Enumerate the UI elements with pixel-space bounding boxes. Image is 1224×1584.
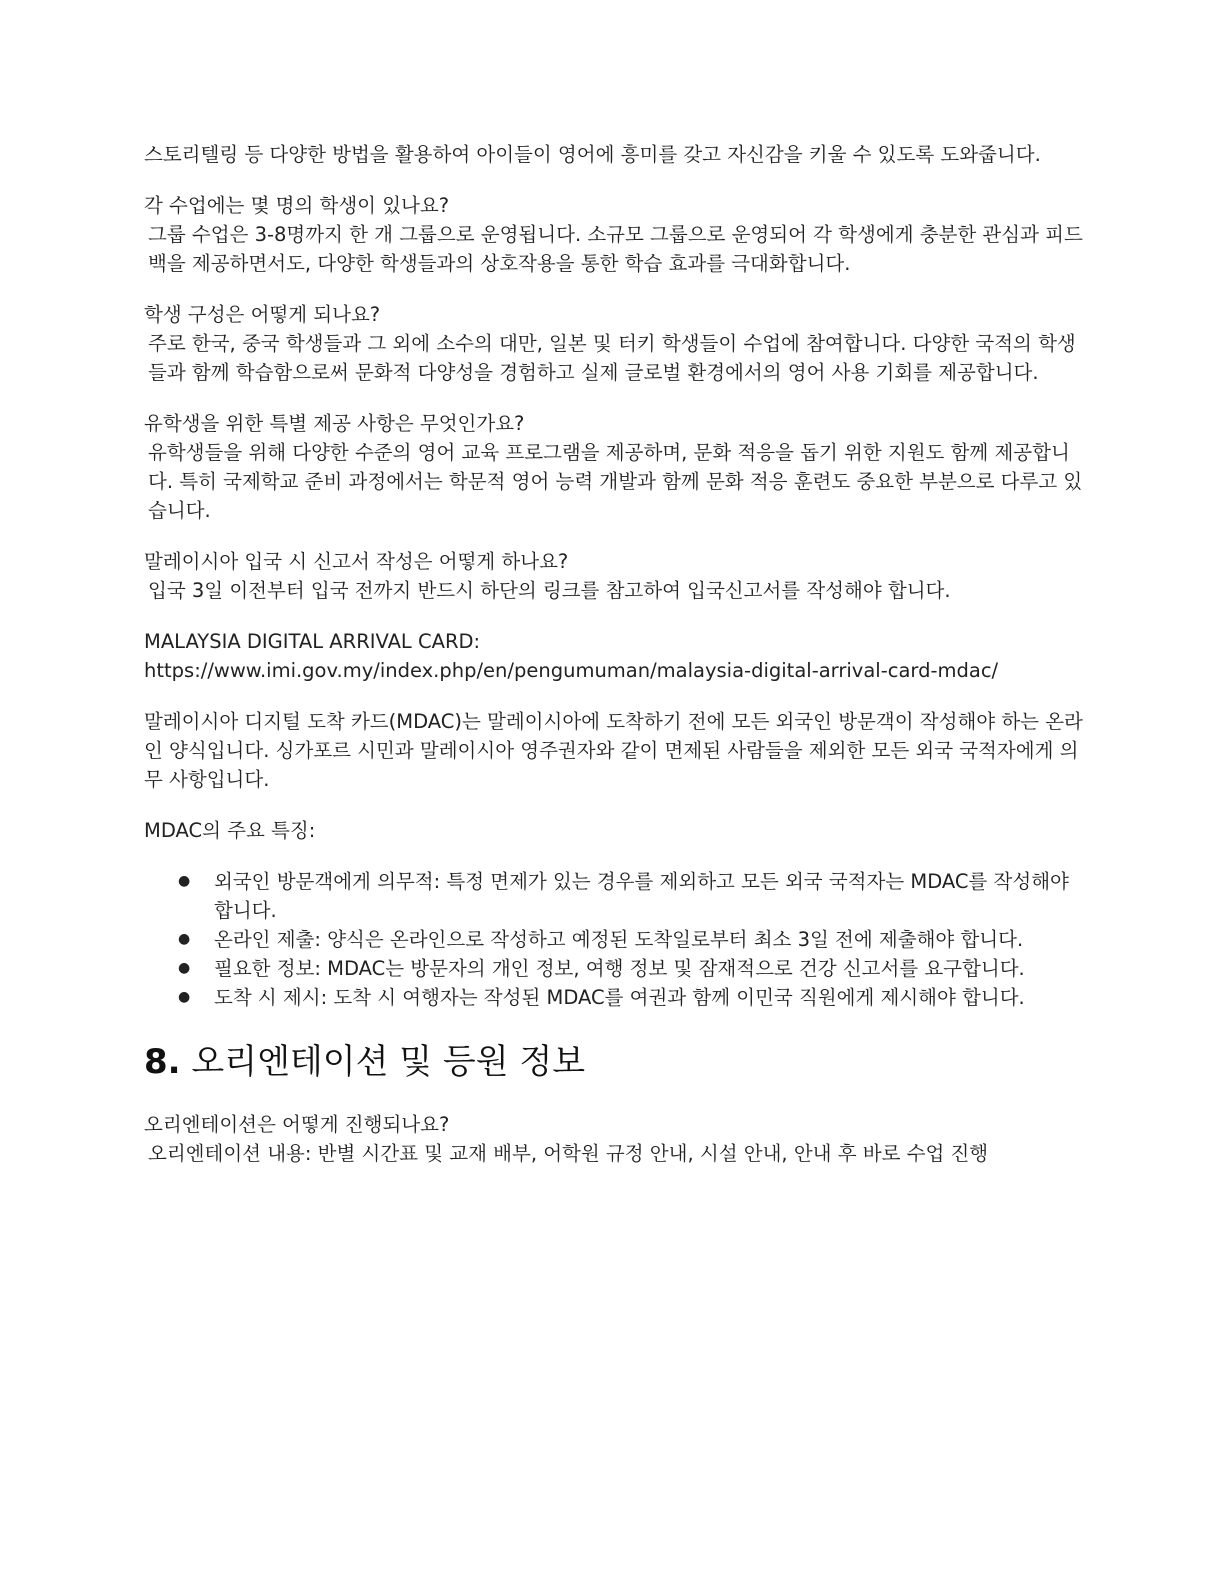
mdac-link-block [144, 627, 1084, 685]
section-title: 오리엔테이션 및 등원 정보 [191, 1042, 586, 1082]
faq-question: 말레이시아 입국 시 신고서 작성은 어떻게 하나요? [144, 550, 569, 573]
mdac-description: 말레이시아 디지털 도착 카드(MDAC)는 말레이시아에 도착하기 전에 모든 외국인 방문객이 작성해야 하는 온라인 양식입니다. 싱가포르 시민과 말레이시아 영주권자와 같이 면제된 사람들을 제외한 모든 외국 국적자에게 의무 사항입니다. [144, 710, 1083, 791]
faq-question: 각 수업에는 몇 명의 학생이 있나요? [144, 194, 450, 217]
list-item: ● 외국인 방문객에게 의무적: 특정 면제가 있는 경우를 제외하고 모든 외국 국적자는 MDAC를 작성해야 합니다. [214, 867, 1084, 925]
faq-question: 유학생을 위한 특별 제공 사항은 무엇인가요? [144, 412, 525, 435]
faq-item [144, 409, 1084, 525]
faq-question: 오리엔테이션은 어떻게 진행되나요? [144, 1113, 450, 1136]
faq-item [144, 300, 1084, 387]
faq-item [144, 1110, 1084, 1168]
mdac-label: MALAYSIA DIGITAL ARRIVAL CARD: [144, 630, 481, 653]
faq-answer: 그룹 수업은 3-8명까지 한 개 그룹으로 운영됩니다. 소규모 그룹으로 운영되어 각 학생에게 충분한 관심과 피드백을 제공하면서도, 다양한 학생들과의 상호작용을 통한 학습 효과를 극대화합니다. [148, 223, 1083, 275]
section-heading [144, 1040, 1084, 1084]
mdac-features-title: MDAC의 주요 특징: [144, 819, 316, 842]
document-page [144, 140, 1084, 1190]
faq-question: 학생 구성은 어떻게 되나요? [144, 303, 381, 326]
faq-answer: 입국 3일 이전부터 입국 전까지 반드시 하단의 링크를 참고하여 입국신고서를 작성해야 합니다. [148, 579, 951, 602]
faq-answer: 주로 한국, 중국 학생들과 그 외에 소수의 대만, 일본 및 터키 학생들이 수업에 참여합니다. 다양한 국적의 학생들과 함께 학습함으로써 문화적 다양성을 경험하고 실제 글로벌 환경에서의 영어 사용 기회를 제공합니다. [148, 332, 1076, 384]
list-item: ● 도착 시 제시: 도착 시 여행자는 작성된 MDAC를 여권과 함께 이민국 직원에게 제시해야 합니다. [214, 983, 1084, 1012]
faq-item [144, 191, 1084, 278]
list-item: ● 필요한 정보: MDAC는 방문자의 개인 정보, 여행 정보 및 잠재적으로 건강 신고서를 요구합니다. [214, 954, 1084, 983]
faq-item [144, 547, 1084, 605]
list-item: ● 온라인 제출: 양식은 온라인으로 작성하고 예정된 도착일로부터 최소 3일 전에 제출해야 합니다. [214, 925, 1084, 954]
faq-answer: 유학생들을 위해 다양한 수준의 영어 교육 프로그램을 제공하며, 문화 적응을 돕기 위한 지원도 함께 제공합니다. 특히 국제학교 준비 과정에서는 학문적 영어 능력 개발과 함께 문화 적응 훈련도 중요한 부분으로 다루고 있습니다. [148, 441, 1083, 522]
faq-answer: 오리엔테이션 내용: 반별 시간표 및 교재 배부, 어학원 규정 안내, 시설 안내, 안내 후 바로 수업 진행 [148, 1142, 989, 1165]
mdac-features-list [144, 867, 1084, 1012]
intro-paragraph: 스토리텔링 등 다양한 방법을 활용하여 아이들이 영어에 흥미를 갖고 자신감을 키울 수 있도록 도와줍니다. [144, 143, 1041, 166]
section-number: 8. [144, 1042, 181, 1082]
mdac-url-link[interactable]: https://www.imi.gov.my/index.php/en/pengumuman/malaysia-digital-arrival-card-mdac/ [144, 659, 999, 682]
